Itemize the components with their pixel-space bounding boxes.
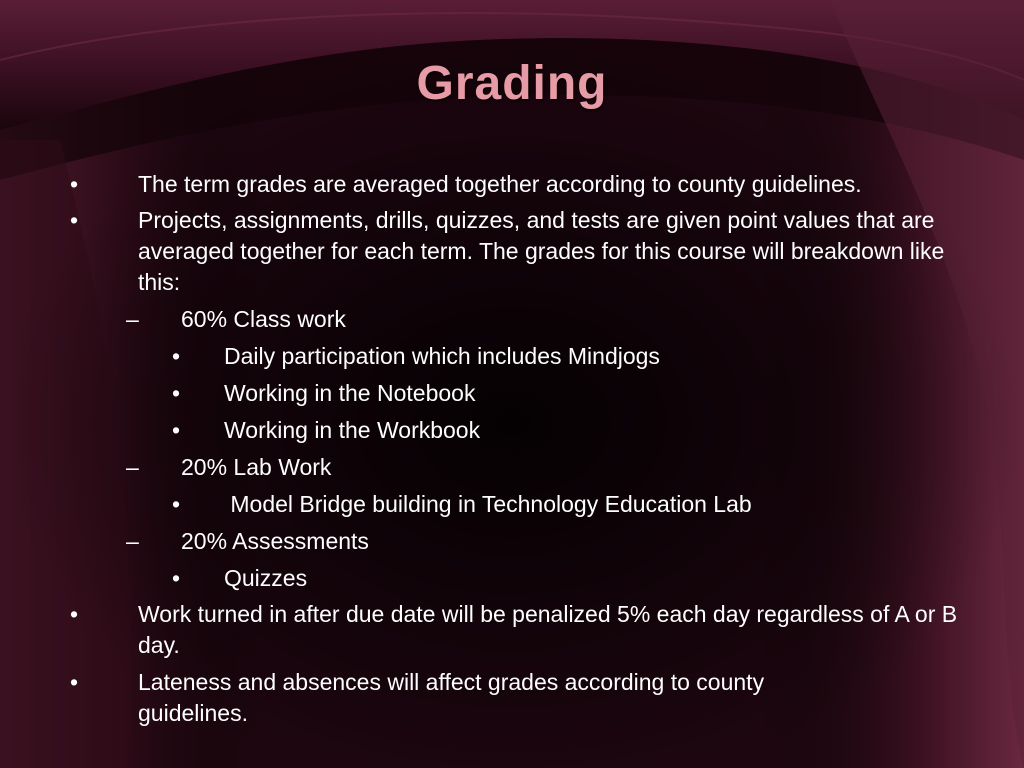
- bullet-marker: •: [70, 601, 79, 627]
- sub-item: 20% Assessments: [181, 528, 369, 554]
- bullet-marker: •: [172, 491, 181, 517]
- bullet-marker: •: [172, 380, 181, 406]
- bullet-item: Work turned in after due date will be penalized 5% each day regardless of A or B day.: [138, 601, 958, 658]
- dash-marker: –: [126, 306, 139, 332]
- sub-sub-item: Working in the Notebook: [224, 380, 476, 406]
- sub-item: 20% Lab Work: [181, 454, 332, 480]
- bullet-marker: •: [70, 207, 79, 233]
- bullet-item: The term grades are averaged together according to county guidelines.: [138, 171, 862, 197]
- sub-item: 60% Class work: [181, 306, 346, 332]
- bullet-marker: •: [70, 171, 79, 197]
- sub-sub-item: Model Bridge building in Technology Education Lab: [224, 491, 752, 517]
- dash-marker: –: [126, 528, 139, 554]
- sub-sub-item: Working in the Workbook: [224, 417, 481, 443]
- dash-marker: –: [126, 454, 139, 480]
- bullet-item: Projects, assignments, drills, quizzes, and tests are given point values that are averaged together for each term. The grades for this course will breakdown like this:: [138, 207, 945, 295]
- sub-sub-item: Quizzes: [224, 565, 308, 591]
- sub-sub-item: Daily participation which includes Mindjogs: [224, 343, 660, 369]
- bullet-marker: •: [172, 343, 181, 369]
- bullet-item: Lateness and absences will affect grades according to county guidelines.: [138, 669, 765, 726]
- bullet-marker: •: [172, 417, 181, 443]
- bullet-marker: •: [172, 565, 181, 591]
- bullet-marker: •: [70, 669, 79, 695]
- slide-title: Grading: [416, 57, 608, 110]
